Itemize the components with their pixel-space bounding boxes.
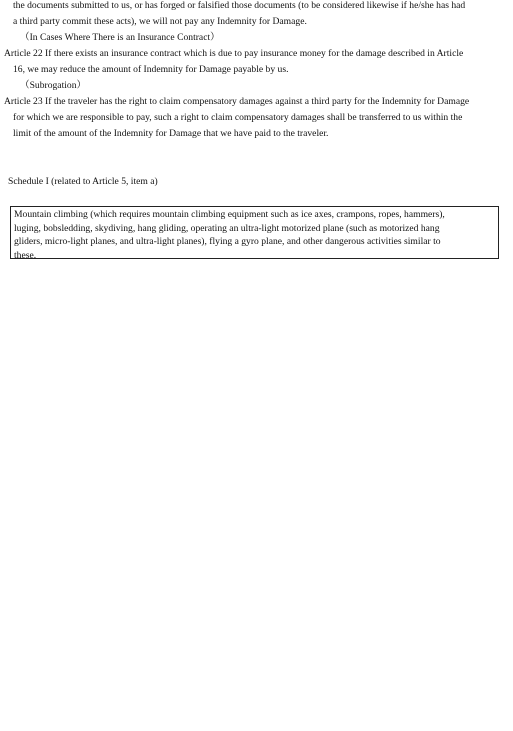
paragraph-line: a third party commit these acts), we will not pay any Indemnity for Damage.: [13, 16, 307, 27]
schedule-box-line: these.: [14, 249, 37, 259]
schedule-box-line: Mountain climbing (which requires mountain climbing equipment such as ice axes, crampons, ropes, hammers),: [14, 209, 445, 220]
schedule-box-line: gliders, micro-light planes, and ultra-light planes), flying a gyro plane, and other dangerous activities similar to: [14, 236, 441, 247]
paragraph-line: for which we are responsible to pay, such a right to claim compensatory damages shall be transferred to us within the: [13, 112, 463, 123]
schedule-box: [10, 206, 499, 259]
article-23-line: Article 23 If the traveler has the right to claim compensatory damages against a third party for the Indemnity for Damage: [4, 96, 470, 107]
schedule-box-line: luging, bobsledding, skydiving, hang gliding, operating an ultra-light motorized plane (such as motorized hang: [14, 222, 440, 234]
section-heading: （Subrogation）: [20, 80, 87, 91]
paragraph-line: the documents submitted to us, or has forged or falsified those documents (to be considered likewise if he/she has had: [13, 0, 466, 11]
schedule-title: Schedule I (related to Article 5, item a): [8, 176, 158, 187]
paragraph-line: limit of the amount of the Indemnity for Damage that we have paid to the traveler.: [13, 128, 329, 139]
article-22-line: Article 22 If there exists an insurance contract which is due to pay insurance money for the damage described in Article: [4, 48, 464, 59]
section-heading: （In Cases Where There is an Insurance Contract）: [20, 32, 220, 43]
paragraph-line: 16, we may reduce the amount of Indemnity for Damage payable by us.: [13, 64, 289, 75]
